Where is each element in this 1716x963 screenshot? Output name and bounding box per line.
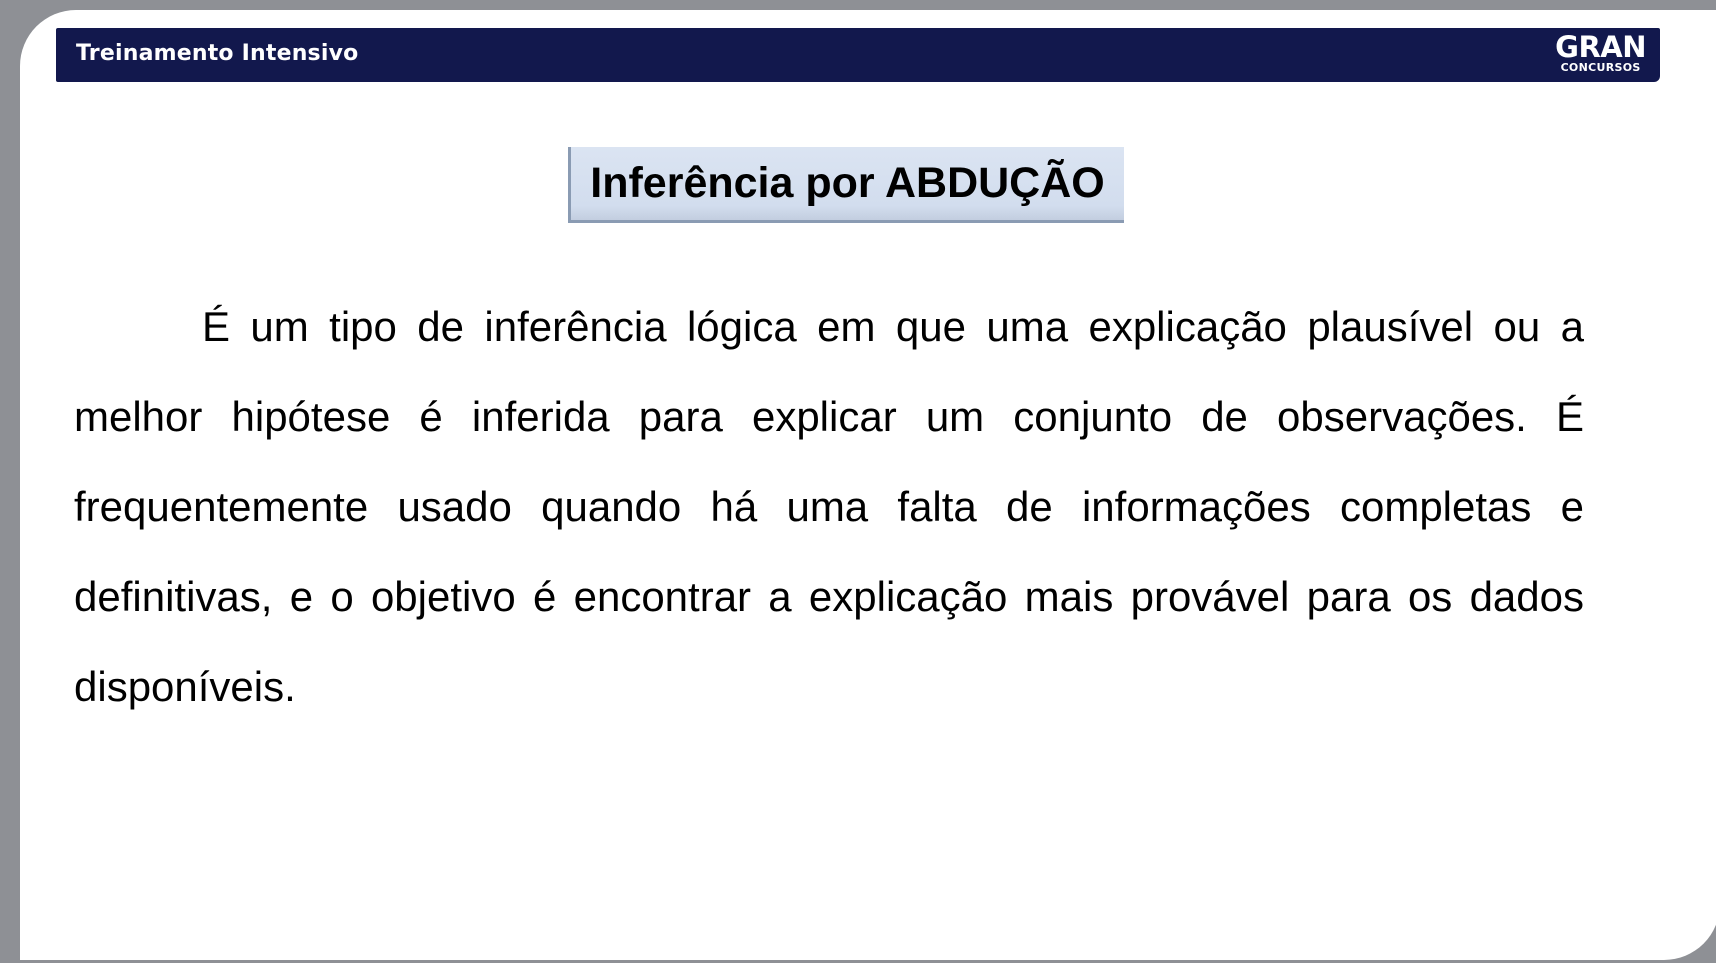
header-bar	[56, 28, 1660, 82]
slide-canvas	[20, 10, 1716, 960]
slide-title: Inferência por ABDUÇÃO	[590, 159, 1105, 207]
slide-body-paragraph: É um tipo de inferência lógica em que uma explicação plausível ou a melhor hipótese é inferida para explicar um conjunto de observações. É frequentemente usado quando há uma falta de informações completas e definitivas, e o objetivo é encontrar a explicação mais provável para os dados disponíveis.	[74, 303, 1584, 710]
brand-logo-main: GRAN	[1555, 30, 1646, 64]
header-title: Treinamento Intensivo	[76, 41, 359, 66]
brand-logo	[1555, 32, 1646, 74]
brand-logo-sub: CONCURSOS	[1560, 61, 1641, 74]
slide-title-box	[568, 147, 1124, 223]
